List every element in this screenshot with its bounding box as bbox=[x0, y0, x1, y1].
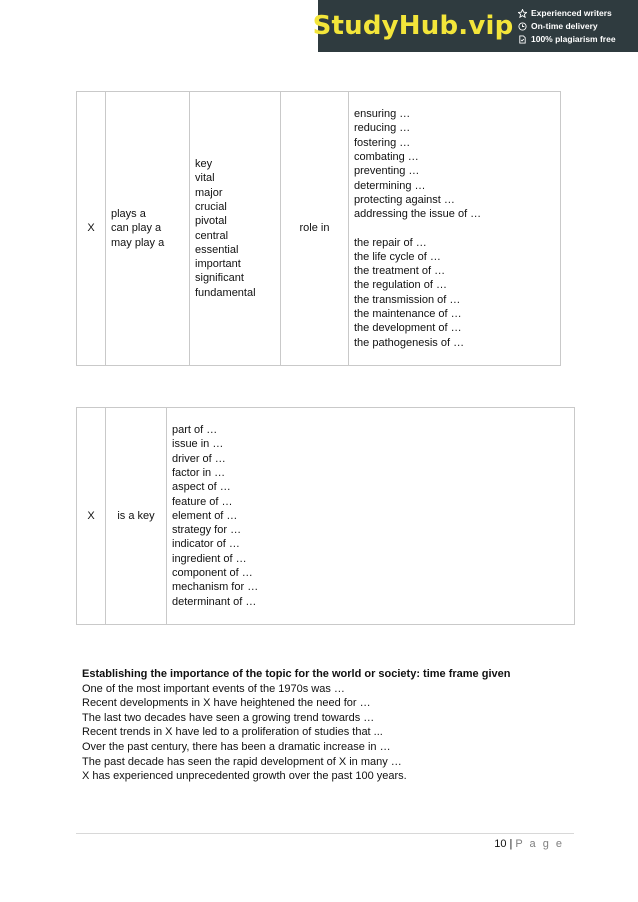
list-item: essential bbox=[195, 243, 239, 256]
list-item: the development of … bbox=[354, 322, 462, 335]
list-item: determining … bbox=[354, 179, 426, 192]
list-item: driver of … bbox=[172, 452, 226, 465]
phrase-table-role bbox=[76, 91, 561, 366]
list-item: fostering … bbox=[354, 136, 411, 149]
feature-label: On-time delivery bbox=[531, 20, 598, 31]
list-item: X has experienced unprecedented growth over the past 100 years. bbox=[82, 770, 407, 783]
section-heading: Establishing the importance of the topic for the world or society: time frame given bbox=[82, 668, 511, 680]
list-item: major bbox=[195, 186, 223, 199]
footer-divider bbox=[76, 833, 574, 834]
list-item: issue in … bbox=[172, 438, 224, 451]
list-item: pivotal bbox=[195, 215, 227, 228]
feature-plagiarism bbox=[518, 33, 616, 46]
list-item: can play a bbox=[111, 222, 162, 235]
list-item: fundamental bbox=[195, 286, 256, 299]
table-row bbox=[77, 92, 561, 366]
list-item: Over the past century, there has been a dramatic increase in … bbox=[82, 740, 391, 753]
feature-delivery bbox=[518, 20, 616, 33]
page-label: P a g e bbox=[515, 838, 564, 850]
list-item: factor in … bbox=[172, 466, 226, 479]
verb-cell bbox=[106, 92, 190, 366]
list-item: Recent trends in X have led to a proliferation of studies that ... bbox=[82, 726, 383, 739]
feature-writers bbox=[518, 7, 616, 20]
list-item: ingredient of … bbox=[172, 552, 247, 565]
list-item: feature of … bbox=[172, 495, 233, 508]
list-item: component of … bbox=[172, 567, 253, 580]
role-cell: role in bbox=[281, 92, 349, 366]
page-number: 10 bbox=[494, 838, 507, 850]
list-item: strategy for … bbox=[172, 524, 242, 537]
noun-cell bbox=[167, 408, 575, 625]
list-item: crucial bbox=[195, 200, 227, 213]
list-item: the regulation of … bbox=[354, 279, 447, 292]
list-item: vital bbox=[195, 172, 215, 185]
list-item: aspect of … bbox=[172, 481, 231, 494]
list-item: combating … bbox=[354, 151, 419, 164]
list-item: the pathogenesis of … bbox=[354, 336, 465, 349]
feature-list bbox=[508, 7, 616, 46]
list-item: addressing the issue of … bbox=[354, 208, 482, 221]
list-item: significant bbox=[195, 272, 244, 285]
feature-label: 100% plagiarism free bbox=[531, 33, 616, 44]
adjective-cell bbox=[190, 92, 281, 366]
list-item: may play a bbox=[111, 236, 165, 249]
list-item: One of the most important events of the 1970s was … bbox=[82, 682, 345, 695]
spacer bbox=[354, 222, 555, 236]
list-item: central bbox=[195, 229, 229, 242]
list-item: reducing … bbox=[354, 122, 411, 135]
list-item: the life cycle of … bbox=[354, 250, 441, 263]
document-icon bbox=[518, 35, 527, 44]
clock-icon bbox=[518, 22, 527, 31]
verb-cell: is a key bbox=[106, 408, 167, 625]
list-item: determinant of … bbox=[172, 595, 257, 608]
phrase-table-key bbox=[76, 407, 575, 625]
list-item: the transmission of … bbox=[354, 293, 461, 306]
list-item: mechanism for … bbox=[172, 581, 259, 594]
object-cell bbox=[349, 92, 561, 366]
page-footer bbox=[494, 838, 564, 850]
list-item: the repair of … bbox=[354, 236, 427, 249]
list-item: The last two decades have seen a growing trend towards … bbox=[82, 711, 375, 724]
list-item: Recent developments in X have heightened the need for … bbox=[82, 697, 371, 710]
list-item: element of … bbox=[172, 509, 238, 522]
list-item: the treatment of … bbox=[354, 265, 446, 278]
list-item: important bbox=[195, 258, 241, 271]
subject-cell: X bbox=[77, 408, 106, 625]
list-item: plays a bbox=[111, 208, 146, 221]
feature-label: Experienced writers bbox=[531, 7, 612, 18]
subject-cell: X bbox=[77, 92, 106, 366]
brand-logo[interactable]: StudyHub.vip bbox=[312, 11, 514, 41]
list-item: protecting against … bbox=[354, 193, 455, 206]
list-item: The past decade has seen the rapid development of X in many … bbox=[82, 755, 402, 768]
list-item: indicator of … bbox=[172, 538, 240, 551]
list-item: part of … bbox=[172, 424, 218, 437]
list-item: ensuring … bbox=[354, 108, 411, 121]
list-item: key bbox=[195, 158, 213, 171]
footer-separator: | bbox=[509, 838, 513, 850]
list-item: the maintenance of … bbox=[354, 307, 462, 320]
studyhub-banner[interactable] bbox=[312, 0, 638, 52]
list-item: preventing … bbox=[354, 165, 420, 178]
table-row bbox=[77, 408, 575, 625]
star-icon bbox=[518, 9, 527, 18]
time-frame-section bbox=[82, 667, 562, 784]
